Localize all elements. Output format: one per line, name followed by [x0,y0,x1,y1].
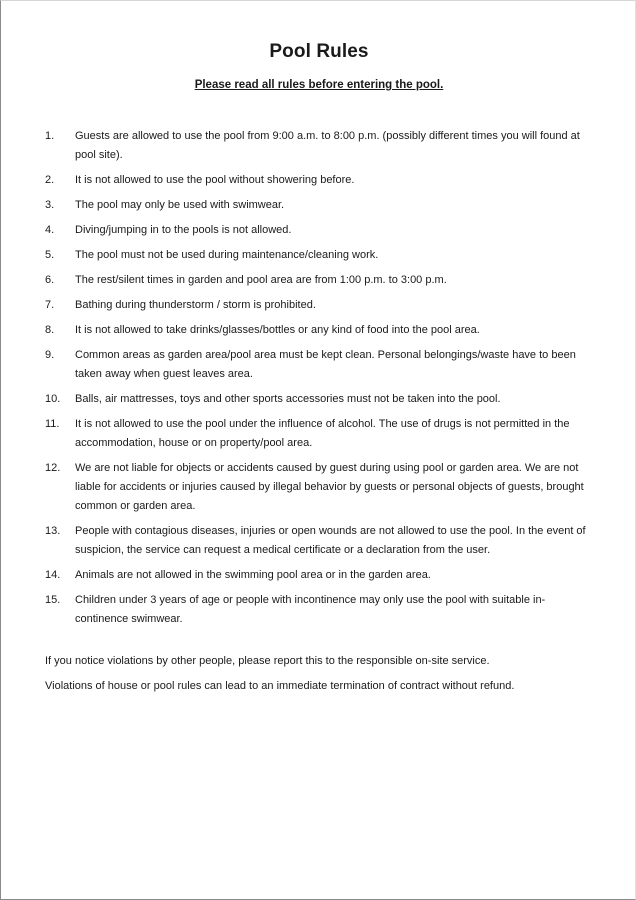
rule-text: The pool must not be used during maintenance/cleaning work. [75,249,379,261]
rule-item [1,171,636,190]
footer-note-report: If you notice violations by other people, please report this to the responsible on-site service. [45,655,490,667]
rule-number: 10. [45,393,61,405]
rule-number: 6. [45,274,55,286]
rule-number: 5. [45,249,55,261]
rule-text: It is not allowed to take drinks/glasses/bottles or any kind of food into the pool area. [75,324,480,336]
rule-item [1,271,636,290]
rule-item [1,566,636,585]
rule-item [1,390,636,409]
rule-text: Balls, air mattresses, toys and other sports accessories must not be taken into the pool. [75,393,501,405]
rule-text: The rest/silent times in garden and pool area are from 1:00 p.m. to 3:00 p.m. [75,274,447,286]
rule-number: 7. [45,299,55,311]
rule-item [1,591,636,629]
rule-text: People with contagious diseases, injuries or open wounds are not allowed to use the pool. In the event of suspicion, the service can request a medical certificate or a declaration from the user. [75,525,586,556]
rules-list [1,127,636,635]
rule-number: 13. [45,525,61,537]
rule-item [1,415,636,453]
rule-number: 1. [45,130,55,142]
rule-text: Children under 3 years of age or people with incontinence may only use the pool with suitable in-continence swimwear. [75,594,546,625]
rule-item [1,296,636,315]
page-title: Pool Rules [269,41,369,62]
rule-text: Animals are not allowed in the swimming pool area or in the garden area. [75,569,431,581]
rule-text: Guests are allowed to use the pool from 9:00 a.m. to 8:00 p.m. (possibly different times you will found at pool site). [75,130,580,161]
rule-item [1,321,636,340]
rule-number: 4. [45,224,55,236]
rule-item [1,221,636,240]
rule-number: 11. [45,418,60,430]
rule-text: Common areas as garden area/pool area must be kept clean. Personal belongings/waste have to been taken away when guest leaves area. [75,349,576,380]
rule-text: The pool may only be used with swimwear. [75,199,285,211]
footer-note-violations: Violations of house or pool rules can lead to an immediate termination of contract without refund. [45,680,515,692]
rule-number: 15. [45,594,61,606]
rule-item [1,127,636,165]
rule-item [1,346,636,384]
rule-item [1,459,636,516]
rule-text: Bathing during thunderstorm / storm is prohibited. [75,299,316,311]
rule-text: Diving/jumping in to the pools is not allowed. [75,224,292,236]
rule-number: 2. [45,174,55,186]
rule-item [1,196,636,215]
rule-number: 8. [45,324,55,336]
rule-number: 3. [45,199,55,211]
page-subtitle: Please read all rules before entering the pool. [194,79,444,91]
rule-item [1,246,636,265]
rule-text: It is not allowed to use the pool under the influence of alcohol. The use of drugs is not permitted in the accommodation, house or on property/pool area. [75,418,570,449]
rule-number: 14. [45,569,61,581]
rule-number: 12. [45,462,61,474]
rule-number: 9. [45,349,55,361]
rule-item [1,522,636,560]
rule-text: We are not liable for objects or accidents caused by guest during using pool or garden area. We are not liable for accidents or injuries caused by illegal behavior by guests or personal objects of guests, brought common or garden area. [75,462,584,512]
rule-text: It is not allowed to use the pool without showering before. [75,174,355,186]
